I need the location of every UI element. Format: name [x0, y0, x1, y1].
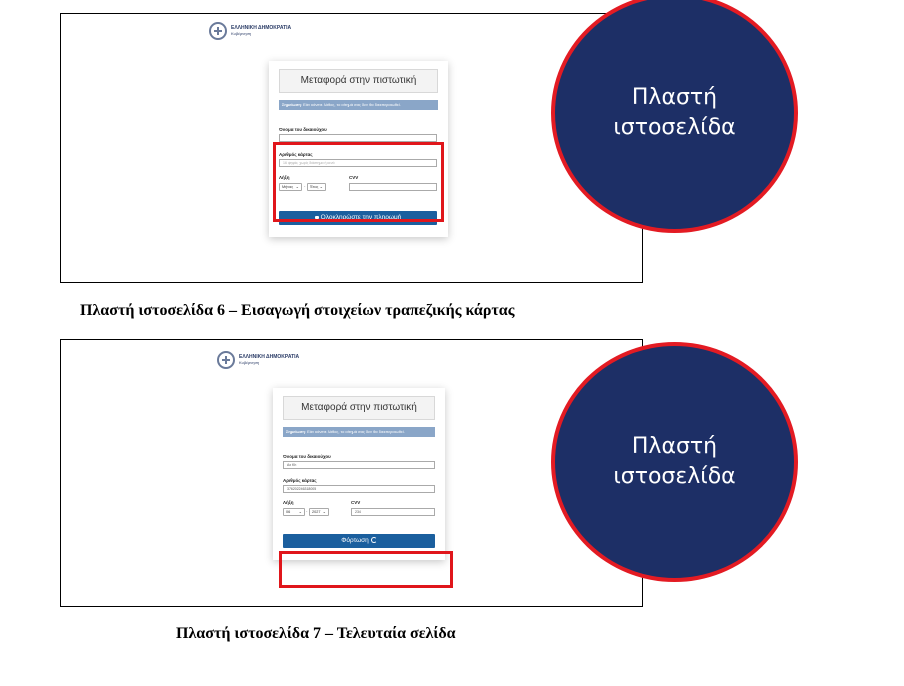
logo-line-2: Κυβέρνηση [239, 360, 260, 365]
government-logo [209, 22, 291, 40]
highlight-box-loading [279, 551, 453, 588]
greek-emblem-icon [217, 351, 235, 369]
badge-line-2: ιστοσελίδα [613, 464, 736, 489]
logo-line-2: Κυβέρνηση [231, 31, 252, 36]
year-value: 2027 [312, 510, 321, 514]
chevron-down-icon: ⌄ [319, 184, 323, 189]
government-logo [217, 351, 299, 369]
fake-website-badge-2 [551, 342, 798, 582]
holder-name-label: Όνομα του δικαιούχου [283, 454, 331, 459]
badge-line-1: Πλαστή [631, 85, 718, 110]
form-title: Μεταφορά στην πιστωτική [283, 396, 435, 420]
year-value: Έτος [310, 185, 319, 189]
badge-line-2: ιστοσελίδα [613, 115, 736, 140]
chevron-down-icon: ⌄ [298, 509, 302, 514]
holder-name-label: Όνομα του δικαιούχου [279, 127, 327, 132]
payment-form-card [273, 388, 445, 560]
note-text: : Εάν κάνετε λάθος, το αίτημά σας δεν θα διεκπεραιωθεί. [300, 102, 401, 107]
logo-line-1: ΕΛΛΗΝΙΚΗ ΔΗΜΟΚΡΑΤΙΑ [239, 354, 300, 360]
complete-payment-label: Ολοκληρώστε την πληρωμή [320, 214, 402, 221]
note-bold: Σημείωση [282, 102, 301, 107]
note-text: : Εάν κάνετε λάθος, το αίτημά σας δεν θα διεκπεραιωθεί. [304, 429, 405, 434]
cvv-label: CVV [349, 175, 359, 180]
card-number-label: Αριθμός κάρτας [283, 478, 317, 483]
year-select[interactable] [309, 508, 329, 516]
note-bold: Σημείωση [286, 429, 305, 434]
cvv-label: CVV [351, 500, 361, 505]
expiry-label: Λήξη [283, 500, 294, 505]
chevron-down-icon: ⌄ [295, 184, 299, 189]
figure-caption-1: Πλαστή ιστοσελίδα 6 – Εισαγωγή στοιχείων τραπεζικής κάρτας [80, 302, 515, 319]
holder-name-input[interactable] [279, 134, 437, 142]
fake-website-badge-1 [551, 0, 798, 233]
warning-note [279, 100, 438, 110]
loading-button[interactable] [283, 534, 435, 548]
figure-caption-2: Πλαστή ιστοσελίδα 7 – Τελευταία σελίδα [176, 625, 456, 642]
form-title: Μεταφορά στην πιστωτική [279, 69, 438, 93]
loading-label: Φόρτωση [341, 537, 369, 544]
month-select[interactable] [283, 508, 308, 516]
spinner-icon [371, 537, 377, 543]
card-number-input[interactable]: 376202246318005 [283, 485, 435, 493]
highlight-box-card-fields [273, 142, 444, 222]
logo-line-1: ΕΛΛΗΝΙΚΗ ΔΗΜΟΚΡΑΤΙΑ [231, 25, 292, 31]
expiry-separator: - [304, 183, 306, 188]
month-value: 06 [286, 510, 291, 514]
chevron-down-icon: ⌄ [322, 509, 326, 514]
expiry-label: Λήξη [279, 175, 290, 180]
holder-name-input[interactable]: Ax Kh [283, 461, 435, 469]
card-number-label: Αριθμός κάρτας [279, 152, 313, 157]
warning-note [283, 427, 435, 437]
expiry-separator: - [306, 508, 308, 513]
greek-emblem-icon [209, 22, 227, 40]
card-number-input[interactable]: 16 ψηφία, χωρίς διάστημα ή κενά [279, 159, 437, 167]
month-value: Μήνας [282, 185, 294, 189]
cvv-input[interactable]: 234 [351, 508, 435, 516]
badge-line-1: Πλαστή [631, 434, 718, 459]
